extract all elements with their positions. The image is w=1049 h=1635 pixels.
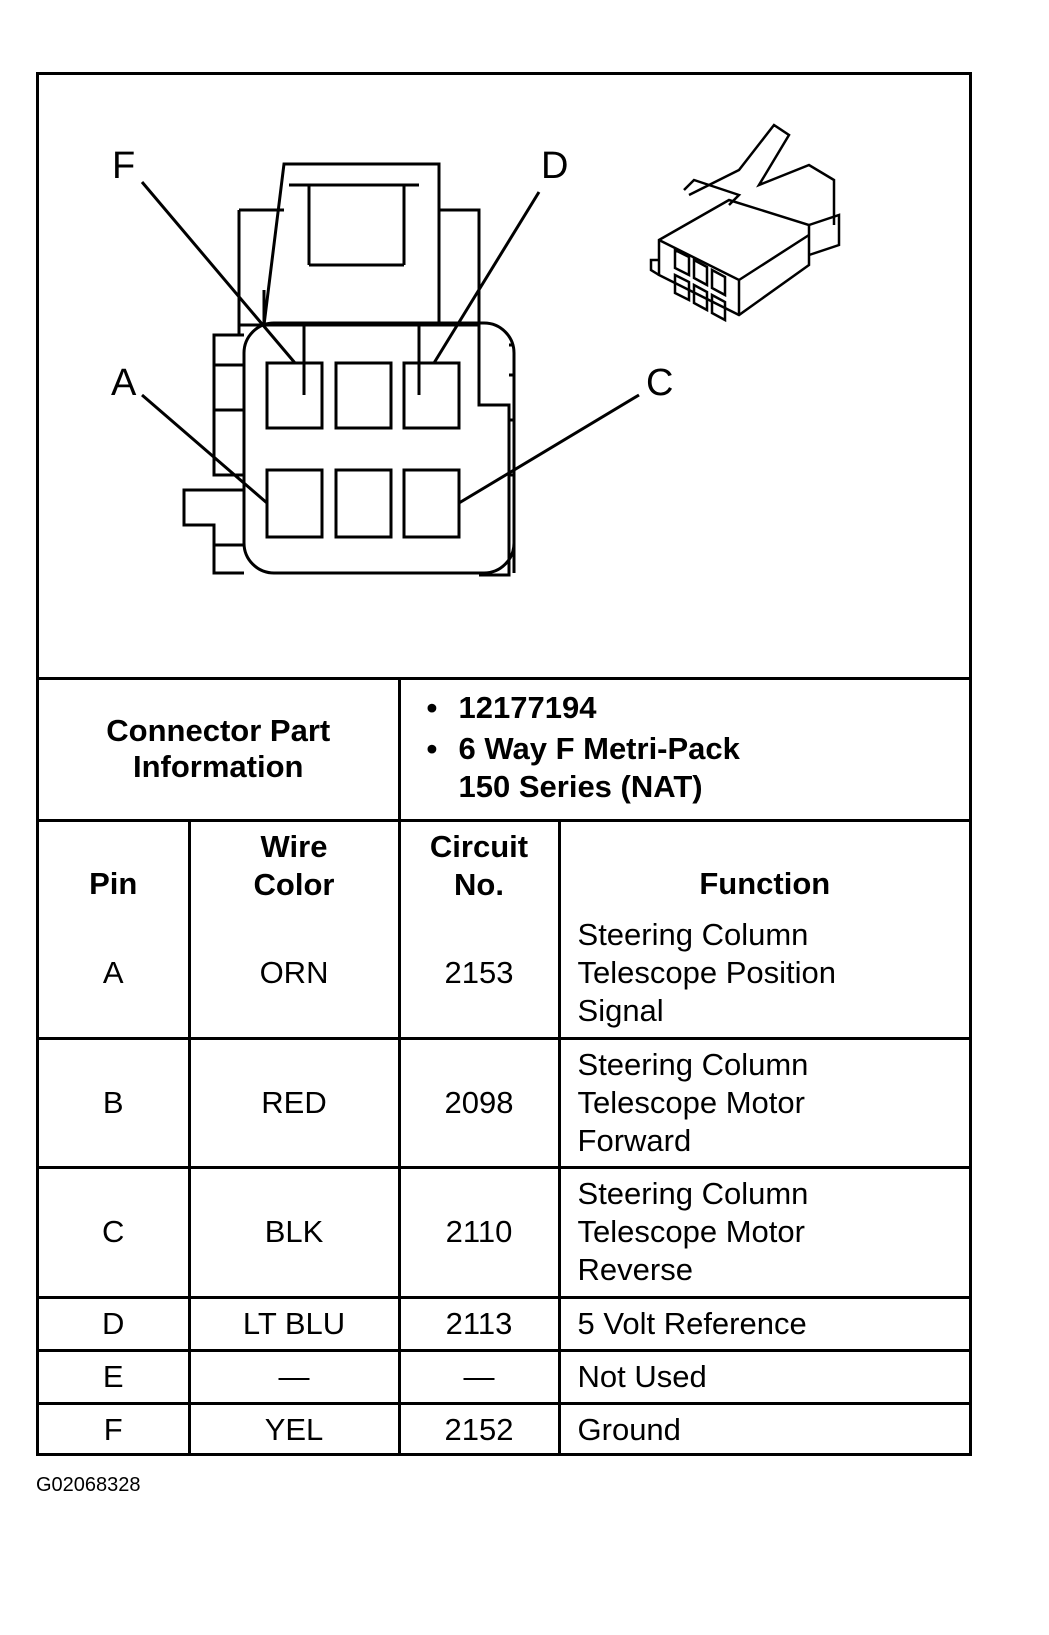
header-circuit-no: Circuit No. <box>399 820 559 910</box>
function-line: Ground <box>577 1412 681 1448</box>
function-cell <box>559 1038 969 1167</box>
wire-color-cell: — <box>189 1350 399 1403</box>
part-number: • 12177194 <box>459 689 969 727</box>
function-line: Telescope Motor <box>577 1084 805 1120</box>
function-cell <box>559 1403 969 1456</box>
pin-cavity-A <box>267 470 322 537</box>
pin-label-A: A <box>111 362 137 404</box>
function-line: 5 Volt Reference <box>577 1305 807 1341</box>
pin-cell: F <box>39 1403 189 1456</box>
leader-line-C <box>459 395 639 503</box>
function-cell <box>559 1297 969 1350</box>
circuit-cell: 2098 <box>399 1038 559 1167</box>
connector-sheet <box>36 72 972 1456</box>
function-line: Telescope Motor <box>577 1214 805 1249</box>
part-info-row <box>39 680 969 820</box>
wire-color-cell: LT BLU <box>189 1297 399 1350</box>
table-row <box>39 1167 969 1297</box>
wire-color-cell: ORN <box>189 910 399 1038</box>
pin-label-F: F <box>112 145 136 187</box>
pin-cavity-D <box>404 363 459 428</box>
pin-cell: B <box>39 1038 189 1167</box>
circuit-cell: 2152 <box>399 1403 559 1456</box>
circuit-cell: 2153 <box>399 910 559 1038</box>
table-row <box>39 910 969 1038</box>
pin-cell: E <box>39 1350 189 1403</box>
pin-label-C: C <box>646 362 674 404</box>
pin-label-D: D <box>541 145 569 187</box>
wire-color-cell: YEL <box>189 1403 399 1456</box>
figure-id: G02068328 <box>36 1474 141 1496</box>
function-line: Reverse <box>577 1252 693 1287</box>
table-row <box>39 1038 969 1167</box>
function-cell <box>559 1167 969 1297</box>
function-line: Not Used <box>577 1358 707 1394</box>
part-info-values <box>399 680 969 820</box>
leader-line-A <box>142 395 267 503</box>
part-info-label: Connector Part Information <box>39 680 399 820</box>
table-row <box>39 1403 969 1456</box>
pin-cell: A <box>39 910 189 1038</box>
pin-cavity-E <box>336 363 391 428</box>
function-line: Signal <box>577 993 664 1029</box>
circuit-cell: — <box>399 1350 559 1403</box>
wire-color-cell: RED <box>189 1038 399 1167</box>
connector-face-drawing <box>39 75 969 677</box>
header-wire-color: Wire Color <box>189 820 399 910</box>
connector-type: • 6 Way F Metri-Pack 150 Series (NAT) <box>459 730 969 806</box>
function-line: Steering Column <box>577 1046 809 1082</box>
connector-3d-icon <box>651 125 839 320</box>
circuit-cell: 2110 <box>399 1167 559 1297</box>
function-cell <box>559 910 969 1038</box>
function-line: Steering Column <box>577 1176 809 1211</box>
pin-cavity-C <box>404 470 459 537</box>
table-header-row <box>39 820 969 910</box>
header-function: Function <box>559 820 969 910</box>
pinout-table <box>39 680 969 1456</box>
pin-cell: C <box>39 1167 189 1297</box>
connector-diagram <box>39 75 969 680</box>
wire-color-cell: BLK <box>189 1167 399 1297</box>
function-cell <box>559 1350 969 1403</box>
table-row <box>39 1297 969 1350</box>
header-pin: Pin <box>39 820 189 910</box>
circuit-cell: 2113 <box>399 1297 559 1350</box>
pin-cavity-B <box>336 470 391 537</box>
pin-cavity-F <box>267 363 322 428</box>
table-row <box>39 1350 969 1403</box>
function-line: Steering Column <box>577 917 809 953</box>
pin-cell: D <box>39 1297 189 1350</box>
function-line: Forward <box>577 1122 692 1158</box>
function-line: Telescope Position <box>577 955 837 991</box>
leader-line-D <box>434 192 539 363</box>
